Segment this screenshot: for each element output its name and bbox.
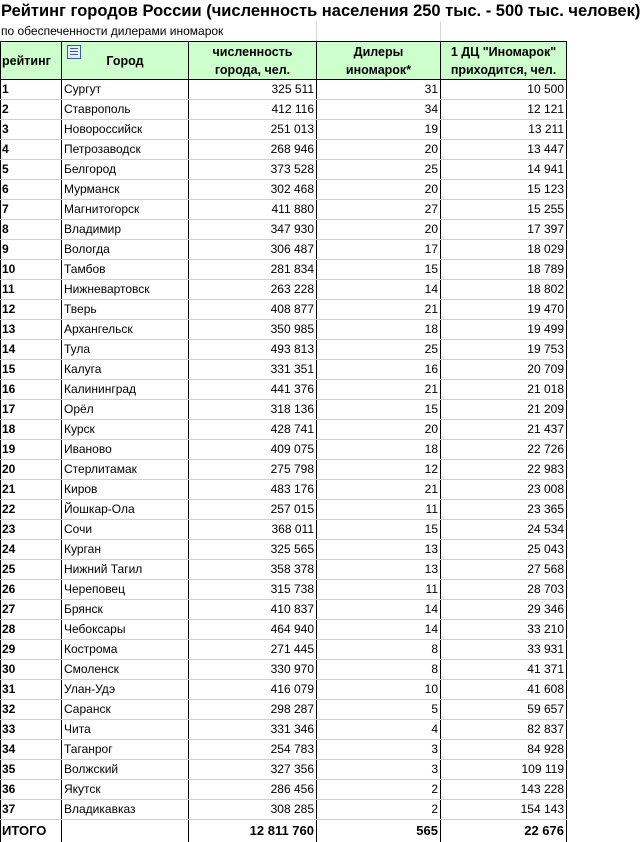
rank-cell[interactable]: 33 [1, 720, 62, 740]
dealers-cell[interactable]: 15 [317, 520, 441, 540]
table-row [1, 540, 567, 560]
dealers-cell[interactable]: 4 [317, 720, 441, 740]
population-cell[interactable]: 257 015 [189, 500, 317, 520]
city-cell[interactable]: Смоленск [62, 660, 189, 680]
dealers-cell[interactable]: 15 [317, 260, 441, 280]
per-dealer-cell[interactable]: 27 568 [441, 560, 567, 580]
city-cell[interactable]: Стерлитамак [62, 460, 189, 480]
per-dealer-cell[interactable]: 13 447 [441, 140, 567, 160]
rank-cell[interactable]: 37 [1, 800, 62, 820]
rank-cell[interactable]: 11 [1, 280, 62, 300]
per-dealer-cell[interactable]: 41 371 [441, 660, 567, 680]
city-cell[interactable]: Сургут [62, 80, 189, 100]
table-row [1, 680, 567, 700]
population-cell[interactable]: 325 565 [189, 540, 317, 560]
rank-cell[interactable]: 28 [1, 620, 62, 640]
dealers-cell[interactable]: 8 [317, 660, 441, 680]
per-dealer-cell[interactable]: 33 931 [441, 640, 567, 660]
population-cell[interactable]: 373 528 [189, 160, 317, 180]
dealers-cell[interactable]: 8 [317, 640, 441, 660]
city-cell[interactable]: Кострома [62, 640, 189, 660]
table-row [1, 720, 567, 740]
header-dealers[interactable] [317, 42, 441, 80]
city-cell[interactable]: Нижний Тагил [62, 560, 189, 580]
rank-cell[interactable]: 1 [1, 80, 62, 100]
population-cell[interactable]: 268 946 [189, 140, 317, 160]
table-row [1, 580, 567, 600]
per-dealer-cell[interactable]: 10 500 [441, 80, 567, 100]
per-dealer-cell[interactable]: 18 789 [441, 260, 567, 280]
dealers-cell[interactable]: 3 [317, 740, 441, 760]
table-row [1, 280, 567, 300]
dealers-cell[interactable]: 18 [317, 320, 441, 340]
population-cell[interactable]: 464 940 [189, 620, 317, 640]
table-row [1, 640, 567, 660]
page-title: Рейтинг городов России (численность населения 250 тыс. - 500 тыс. человек) [1, 2, 640, 20]
population-cell[interactable]: 358 378 [189, 560, 317, 580]
header-dealers-line2: иномарок* [345, 62, 412, 77]
dealers-cell[interactable]: 18 [317, 440, 441, 460]
table-row [1, 360, 567, 380]
rank-cell[interactable]: 10 [1, 260, 62, 280]
table-row [1, 240, 567, 260]
dealers-cell[interactable]: 21 [317, 380, 441, 400]
city-cell[interactable]: Волжский [62, 760, 189, 780]
population-cell[interactable]: 275 798 [189, 460, 317, 480]
rank-cell[interactable]: 4 [1, 140, 62, 160]
table-row [1, 220, 567, 240]
table-row [1, 160, 567, 180]
dealers-cell[interactable]: 25 [317, 340, 441, 360]
population-cell[interactable]: 412 116 [189, 100, 317, 120]
dealers-cell[interactable]: 14 [317, 600, 441, 620]
city-cell[interactable]: Петрозаводск [62, 140, 189, 160]
population-cell[interactable]: 271 445 [189, 640, 317, 660]
table-row [1, 660, 567, 680]
per-dealer-cell[interactable]: 109 119 [441, 760, 567, 780]
dealers-cell[interactable]: 21 [317, 480, 441, 500]
city-cell[interactable]: Белгород [62, 160, 189, 180]
per-dealer-cell[interactable]: 18 802 [441, 280, 567, 300]
per-dealer-cell[interactable]: 14 941 [441, 160, 567, 180]
per-dealer-cell[interactable]: 41 608 [441, 680, 567, 700]
dealers-cell[interactable]: 10 [317, 680, 441, 700]
city-cell[interactable]: Улан-Удэ [62, 680, 189, 700]
rank-cell[interactable]: 20 [1, 460, 62, 480]
city-cell[interactable]: Череповец [62, 580, 189, 600]
per-dealer-cell[interactable]: 19 499 [441, 320, 567, 340]
population-cell[interactable]: 286 456 [189, 780, 317, 800]
dealers-cell[interactable]: 27 [317, 200, 441, 220]
city-cell[interactable]: Нижневартовск [62, 280, 189, 300]
population-cell[interactable]: 263 228 [189, 280, 317, 300]
dealers-cell[interactable]: 16 [317, 360, 441, 380]
dealers-cell[interactable]: 20 [317, 420, 441, 440]
population-cell[interactable]: 306 487 [189, 240, 317, 260]
city-cell[interactable]: Владикавказ [62, 800, 189, 820]
rank-cell[interactable]: 15 [1, 360, 62, 380]
total-label[interactable]: ИТОГО [1, 820, 62, 842]
table-row [1, 600, 567, 620]
population-cell[interactable]: 441 376 [189, 380, 317, 400]
per-dealer-cell[interactable]: 21 437 [441, 420, 567, 440]
population-cell[interactable]: 302 468 [189, 180, 317, 200]
city-cell[interactable]: Калуга [62, 360, 189, 380]
header-city[interactable] [62, 42, 189, 80]
dealers-cell[interactable]: 25 [317, 160, 441, 180]
per-dealer-cell[interactable]: 154 143 [441, 800, 567, 820]
city-cell[interactable]: Тамбов [62, 260, 189, 280]
city-cell[interactable]: Чита [62, 720, 189, 740]
header-population[interactable] [189, 42, 317, 80]
dealers-cell[interactable]: 21 [317, 300, 441, 320]
rank-cell[interactable]: 29 [1, 640, 62, 660]
rank-cell[interactable]: 24 [1, 540, 62, 560]
per-dealer-cell[interactable]: 17 397 [441, 220, 567, 240]
header-row [1, 42, 567, 80]
dealers-cell[interactable]: 17 [317, 240, 441, 260]
population-cell[interactable]: 308 285 [189, 800, 317, 820]
total-row [1, 820, 567, 842]
population-cell[interactable]: 318 136 [189, 400, 317, 420]
population-cell[interactable]: 408 877 [189, 300, 317, 320]
population-cell[interactable]: 281 834 [189, 260, 317, 280]
page-subtitle: по обеспеченности дилерами иномарок [1, 24, 224, 38]
table-row [1, 480, 567, 500]
rank-cell[interactable]: 32 [1, 700, 62, 720]
rank-cell[interactable]: 21 [1, 480, 62, 500]
per-dealer-cell[interactable]: 12 121 [441, 100, 567, 120]
header-per-dealer[interactable] [441, 42, 567, 80]
total-dealers[interactable]: 565 [317, 820, 441, 842]
table-row [1, 760, 567, 780]
city-cell[interactable]: Таганрог [62, 740, 189, 760]
dealers-cell[interactable]: 19 [317, 120, 441, 140]
dealers-cell[interactable]: 12 [317, 460, 441, 480]
table-row [1, 800, 567, 820]
header-per-dealer-line1: 1 ДЦ "Иномарок" [450, 44, 557, 59]
population-cell[interactable]: 315 738 [189, 580, 317, 600]
table-row [1, 400, 567, 420]
table-row [1, 740, 567, 760]
city-cell[interactable]: Орёл [62, 400, 189, 420]
per-dealer-cell[interactable]: 33 210 [441, 620, 567, 640]
city-cell[interactable]: Архангельск [62, 320, 189, 340]
rank-cell[interactable]: 16 [1, 380, 62, 400]
dealers-cell[interactable]: 3 [317, 760, 441, 780]
population-cell[interactable]: 428 741 [189, 420, 317, 440]
city-cell[interactable]: Владимир [62, 220, 189, 240]
per-dealer-cell[interactable]: 23 008 [441, 480, 567, 500]
city-cell[interactable]: Ставрополь [62, 100, 189, 120]
population-cell[interactable]: 331 346 [189, 720, 317, 740]
rank-cell[interactable]: 25 [1, 560, 62, 580]
rank-cell[interactable]: 19 [1, 440, 62, 460]
per-dealer-cell[interactable]: 59 657 [441, 700, 567, 720]
population-cell[interactable]: 350 985 [189, 320, 317, 340]
dealers-cell[interactable]: 20 [317, 180, 441, 200]
per-dealer-cell[interactable]: 28 703 [441, 580, 567, 600]
population-cell[interactable]: 416 079 [189, 680, 317, 700]
per-dealer-cell[interactable]: 15 255 [441, 200, 567, 220]
rank-cell[interactable]: 17 [1, 400, 62, 420]
table-row [1, 460, 567, 480]
population-cell[interactable]: 298 287 [189, 700, 317, 720]
header-population-line2: города, чел. [214, 62, 291, 77]
table-row [1, 260, 567, 280]
city-cell[interactable]: Саранск [62, 700, 189, 720]
city-cell[interactable]: Йошкар-Ола [62, 500, 189, 520]
rank-cell[interactable]: 2 [1, 100, 62, 120]
rank-cell[interactable]: 3 [1, 120, 62, 140]
rating-table [0, 41, 567, 842]
dealers-cell[interactable]: 14 [317, 280, 441, 300]
population-cell[interactable]: 347 930 [189, 220, 317, 240]
per-dealer-cell[interactable]: 22 726 [441, 440, 567, 460]
per-dealer-cell[interactable]: 29 346 [441, 600, 567, 620]
table-row [1, 300, 567, 320]
city-cell[interactable]: Новороссийск [62, 120, 189, 140]
table-row [1, 620, 567, 640]
rank-cell[interactable]: 5 [1, 160, 62, 180]
table-row [1, 560, 567, 580]
per-dealer-cell[interactable]: 15 123 [441, 180, 567, 200]
dealers-cell[interactable]: 20 [317, 220, 441, 240]
dealers-cell[interactable]: 13 [317, 540, 441, 560]
rank-cell[interactable]: 22 [1, 500, 62, 520]
population-cell[interactable]: 409 075 [189, 440, 317, 460]
dealers-cell[interactable]: 34 [317, 100, 441, 120]
per-dealer-cell[interactable]: 13 211 [441, 120, 567, 140]
city-cell[interactable]: Брянск [62, 600, 189, 620]
population-cell[interactable]: 368 011 [189, 520, 317, 540]
dealers-cell[interactable]: 11 [317, 500, 441, 520]
population-cell[interactable]: 483 176 [189, 480, 317, 500]
table-row [1, 520, 567, 540]
table-row [1, 700, 567, 720]
table-row [1, 120, 567, 140]
population-cell[interactable]: 254 783 [189, 740, 317, 760]
rank-cell[interactable]: 31 [1, 680, 62, 700]
table-row [1, 380, 567, 400]
per-dealer-cell[interactable]: 25 043 [441, 540, 567, 560]
rank-cell[interactable]: 27 [1, 600, 62, 620]
city-cell[interactable]: Чебоксары [62, 620, 189, 640]
population-cell[interactable]: 251 013 [189, 120, 317, 140]
total-population[interactable]: 12 811 760 [189, 820, 317, 842]
total-city-cell[interactable] [62, 820, 189, 842]
table-row [1, 320, 567, 340]
rank-cell[interactable]: 18 [1, 420, 62, 440]
table-row [1, 420, 567, 440]
city-cell[interactable]: Магнитогорск [62, 200, 189, 220]
dealers-cell[interactable]: 15 [317, 400, 441, 420]
rank-cell[interactable]: 8 [1, 220, 62, 240]
rank-cell[interactable]: 23 [1, 520, 62, 540]
city-cell[interactable]: Курган [62, 540, 189, 560]
city-cell[interactable]: Иваново [62, 440, 189, 460]
rank-cell[interactable]: 35 [1, 760, 62, 780]
per-dealer-cell[interactable]: 18 029 [441, 240, 567, 260]
dealers-cell[interactable]: 2 [317, 780, 441, 800]
population-cell[interactable]: 327 356 [189, 760, 317, 780]
city-cell[interactable]: Калининград [62, 380, 189, 400]
per-dealer-cell[interactable]: 19 753 [441, 340, 567, 360]
per-dealer-cell[interactable]: 21 018 [441, 380, 567, 400]
dealers-cell[interactable]: 2 [317, 800, 441, 820]
dealers-cell[interactable]: 31 [317, 80, 441, 100]
city-cell[interactable]: Тула [62, 340, 189, 360]
city-cell[interactable]: Вологда [62, 240, 189, 260]
table-row [1, 140, 567, 160]
per-dealer-cell[interactable]: 19 470 [441, 300, 567, 320]
per-dealer-cell[interactable]: 22 983 [441, 460, 567, 480]
rank-cell[interactable]: 12 [1, 300, 62, 320]
dealers-cell[interactable]: 20 [317, 140, 441, 160]
per-dealer-cell[interactable]: 24 534 [441, 520, 567, 540]
grid-line [316, 22, 317, 41]
header-rank[interactable]: рейтинг [1, 42, 62, 80]
rank-cell[interactable]: 26 [1, 580, 62, 600]
population-cell[interactable]: 325 511 [189, 80, 317, 100]
table-row [1, 200, 567, 220]
table-row [1, 100, 567, 120]
rank-cell[interactable]: 7 [1, 200, 62, 220]
dealers-cell[interactable]: 5 [317, 700, 441, 720]
city-cell[interactable]: Киров [62, 480, 189, 500]
per-dealer-cell[interactable]: 20 709 [441, 360, 567, 380]
rank-cell[interactable]: 13 [1, 320, 62, 340]
per-dealer-cell[interactable]: 143 228 [441, 780, 567, 800]
total-per-dealer[interactable]: 22 676 [441, 820, 567, 842]
document-icon[interactable] [67, 45, 81, 59]
header-per-dealer-line2: приходится, чел. [450, 62, 557, 77]
population-cell[interactable]: 331 351 [189, 360, 317, 380]
header-population-line1: численность [212, 44, 293, 59]
table-row [1, 440, 567, 460]
population-cell[interactable]: 410 837 [189, 600, 317, 620]
per-dealer-cell[interactable]: 23 365 [441, 500, 567, 520]
rank-cell[interactable]: 34 [1, 740, 62, 760]
header-city-label: Город [106, 53, 144, 68]
population-cell[interactable]: 330 970 [189, 660, 317, 680]
city-cell[interactable]: Якутск [62, 780, 189, 800]
dealers-cell[interactable]: 11 [317, 580, 441, 600]
rank-cell[interactable]: 9 [1, 240, 62, 260]
table-row [1, 180, 567, 200]
table-row [1, 80, 567, 100]
per-dealer-cell[interactable]: 84 928 [441, 740, 567, 760]
city-cell[interactable]: Сочи [62, 520, 189, 540]
dealers-cell[interactable]: 13 [317, 560, 441, 580]
grid-line [440, 22, 441, 41]
table-row [1, 780, 567, 800]
population-cell[interactable]: 493 813 [189, 340, 317, 360]
rank-cell[interactable]: 6 [1, 180, 62, 200]
table-row [1, 500, 567, 520]
rank-cell[interactable]: 36 [1, 780, 62, 800]
city-cell[interactable]: Мурманск [62, 180, 189, 200]
table-row [1, 340, 567, 360]
city-cell[interactable]: Тверь [62, 300, 189, 320]
header-dealers-line1: Дилеры [353, 44, 404, 59]
rank-cell[interactable]: 30 [1, 660, 62, 680]
per-dealer-cell[interactable]: 82 837 [441, 720, 567, 740]
population-cell[interactable]: 411 880 [189, 200, 317, 220]
rank-cell[interactable]: 14 [1, 340, 62, 360]
city-cell[interactable]: Курск [62, 420, 189, 440]
table-body [1, 80, 567, 820]
dealers-cell[interactable]: 14 [317, 620, 441, 640]
per-dealer-cell[interactable]: 21 209 [441, 400, 567, 420]
